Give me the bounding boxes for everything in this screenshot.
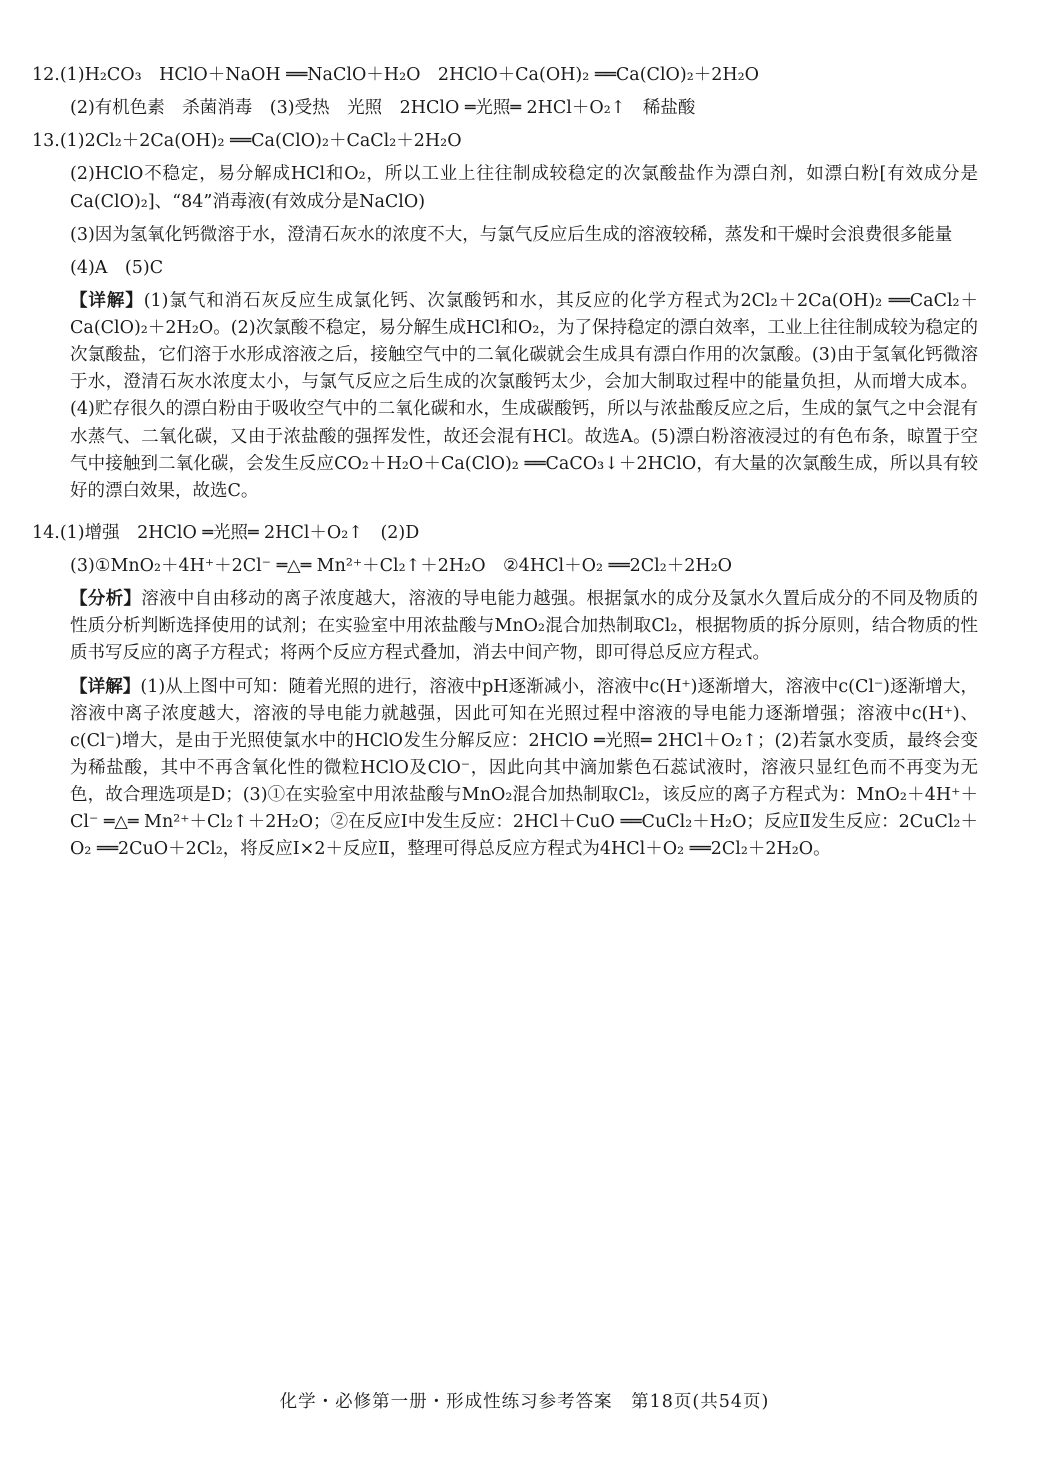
q13-answer-part-2: (2)HClO不稳定，易分解成HCl和O₂，所以工业上往往制成较稳定的次氯酸盐作为漂白剂，如漂白粉[有效成分是Ca(ClO)₂]、“84”消毒液(有效成分是NaClO) <box>70 164 978 212</box>
q13-answer-line-1: 13.(1)2Cl₂＋2Ca(OH)₂ ══Ca(ClO)₂＋CaCl₂＋2H₂O <box>32 131 462 152</box>
q12-answer-line-2: (2)有机色素 杀菌消毒 (3)受热 光照 2HClO ═光照═ 2HCl＋O₂↑ 稀盐酸 <box>70 98 696 119</box>
answer-content <box>32 62 978 863</box>
q13-detail-paragraph <box>32 288 978 505</box>
page-footer: 化学・必修第一册・形成性练习参考答案 第18页(共54页) <box>279 1392 770 1412</box>
q14-detail-paragraph <box>32 674 978 864</box>
q14-analysis-text: 溶液中自由移动的离子浓度越大，溶液的导电能力越强。根据氯水的成分及氯水久置后成分的不同及物质的性质分析判断选择使用的试剂；在实验室中用浓盐酸与MnO₂混合加热制取Cl₂，根据物质的拆分原则，结合物质的性质书写反应的离子方程式；将两个反应方程式叠加，消去中间产物，即可得总反应方程式。 <box>70 589 979 664</box>
q13-answer-part-4-5: (4)A (5)C <box>70 257 164 278</box>
q13-detail-tag: 【详解】 <box>70 290 144 311</box>
q14-detail-tag: 【详解】 <box>70 676 141 697</box>
q12-answer-line-1: 12.(1)H₂CO₃ HClO＋NaOH ══NaClO＋H₂O 2HClO＋Ca(OH)₂ ══Ca(ClO)₂＋2H₂O <box>32 65 759 85</box>
q14-analysis-paragraph <box>32 586 978 667</box>
q14-answer-line-2: (3)①MnO₂＋4H⁺＋2Cl⁻ ═△═ Mn²⁺＋Cl₂↑＋2H₂O ②4HCl＋O₂ ══2Cl₂＋2H₂O <box>70 556 733 576</box>
q13-detail-text: (1)氯气和消石灰反应生成氯化钙、次氯酸钙和水，其反应的化学方程式为2Cl₂＋2Ca(OH)₂ ══CaCl₂＋Ca(ClO)₂＋2H₂O。(2)次氯酸不稳定，易分解生成HCl和O₂，为了保持稳定的漂白效率，工业上往往制成较为稳定的次氯酸盐，它们溶于水形成溶液之后，接触空气中的二氧化碳就会生成具有漂白作用的次氯酸。(3)由于氢氧化钙微溶于水，澄清石灰水浓度太小，与氯气反应之后生成的次氯酸钙太少，会加大制取过程中的能量负担，从而增大成本。(4)贮存很久的漂白粉由于吸收空气中的二氧化碳和水，生成碳酸钙，所以与浓盐酸反应之后，生成的氯气之中会混有水蒸气、二氧化碳，又由于浓盐酸的强挥发性，故还会混有HCl。故选A。(5)漂白粉溶液浸过的有色布条，晾置于空气中接触到二氧化碳，会发生反应CO₂＋H₂O＋Ca(ClO)₂ ══CaCO₃↓＋2HClO，有大量的次氯酸生成，所以具有较好的漂白效果，故选C。 <box>70 290 978 501</box>
q14-answer-line-1: 14.(1)增强 2HClO ═光照═ 2HCl＋O₂↑ (2)D <box>32 522 420 543</box>
q14-detail-text: (1)从上图中可知：随着光照的进行，溶液中pH逐渐减小，溶液中c(H⁺)逐渐增大，溶液中c(Cl⁻)逐渐增大，溶液中离子浓度越大，溶液的导电能力就越强，因此可知在光照过程中溶液的导电能力逐渐增强；溶液中c(H⁺)、c(Cl⁻)增大，是由于光照使氯水中的HClO发生分解反应：2HClO ═光照═ 2HCl＋O₂↑；(2)若氯水变质，最终会变为稀盐酸，其中不再含氧化性的微粒HClO及ClO⁻，因此向其中滴加紫色石蕊试液时，溶液只显红色而不再变为无色，故合理选项是D；(3)①在实验室中用浓盐酸与MnO₂混合加热制取Cl₂，该反应的离子方程式为：MnO₂＋4H⁺＋Cl⁻ ═△═ Mn²⁺＋Cl₂↑＋2H₂O；②在反应Ⅰ中发生反应：2HCl＋CuO ══CuCl₂＋H₂O；反应Ⅱ发生反应：2CuCl₂＋O₂ ══2CuO＋2Cl₂，将反应Ⅰ×2＋反应Ⅱ，整理可得总反应方程式为4HCl＋O₂ ══2Cl₂＋2H₂O。 <box>70 676 978 860</box>
q14-analysis-tag: 【分析】 <box>70 589 142 610</box>
q13-answer-part-3: (3)因为氢氧化钙微溶于水，澄清石灰水的浓度不大，与氯气反应后生成的溶液较稀，蒸发和干燥时会浪费很多能量 <box>70 224 953 245</box>
